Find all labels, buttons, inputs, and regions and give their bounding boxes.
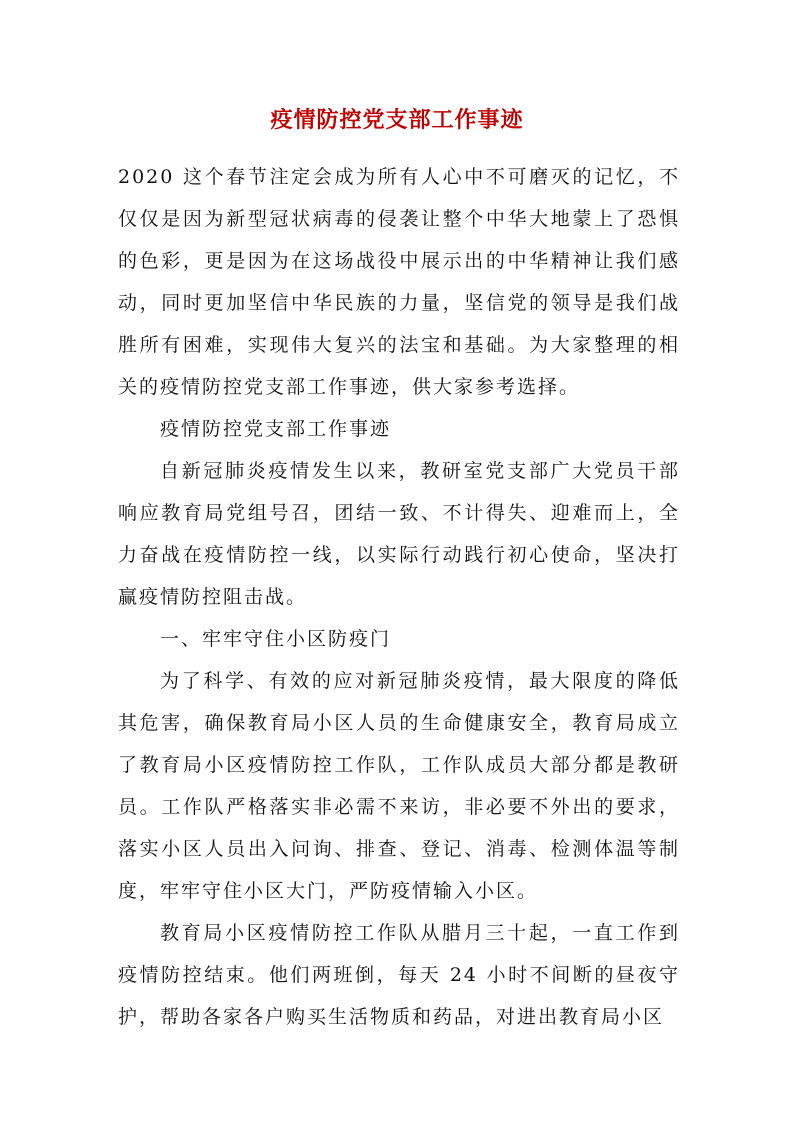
body-paragraph: 为了科学、有效的应对新冠肺炎疫情，最大限度的降低其危害，确保教育局小区人员的生命健康安全，教育局成立了教育局小区疫情防控工作队，工作队成员大部分都是教研员。工作队严格落实非必需不来访，非必要不外出的要求，落实小区人员出入问询、排查、登记、消毒、检测体温等制度，牢牢守住小区大门，严防疫情输入小区。	[118, 670, 680, 902]
subsection-heading: 一、牢牢守住小区防疫门	[160, 628, 392, 650]
intro-paragraph: 2020 这个春节注定会成为所有人心中不可磨灭的记忆，不仅仅是因为新型冠状病毒的侵袭让整个中华大地蒙上了恐惧的色彩，更是因为在这场战役中展示出的中华精神让我们感动，同时更加坚信中华民族的力量，坚信党的领导是我们战胜所有困难，实现伟大复兴的法宝和基础。为大家整理的相关的疫情防控党支部工作事迹，供大家参考选择。	[118, 166, 680, 398]
document-body	[118, 156, 680, 1038]
document-title: 疫情防控党支部工作事迹	[270, 107, 524, 133]
section-heading: 疫情防控党支部工作事迹	[160, 418, 392, 440]
body-paragraph: 自新冠肺炎疫情发生以来，教研室党支部广大党员干部响应教育局党组号召，团结一致、不计得失、迎难而上，全力奋战在疫情防控一线，以实际行动践行初心使命，坚决打赢疫情防控阻击战。	[118, 460, 680, 608]
body-paragraph: 教育局小区疫情防控工作队从腊月三十起，一直工作到疫情防控结束。他们两班倒，每天 24 小时不间断的昼夜守护，帮助各家各户购买生活物质和药品，对进出教育局小区	[118, 922, 680, 1028]
